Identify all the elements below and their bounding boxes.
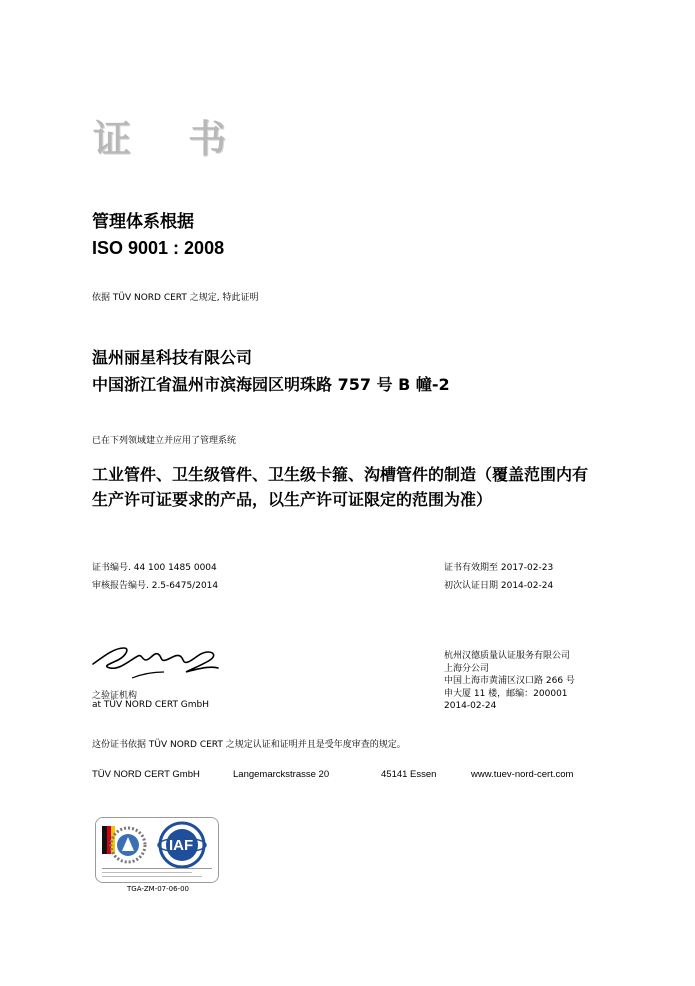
footer-website[interactable]: www.tuev-nord-cert.com [471, 769, 574, 780]
scope-text: 工业管件、卫生级管件、卫生级卡箍、沟槽管件的制造（覆盖范围内有生产许可证要求的产品，以生产许可证限定的范围为准） [92, 465, 589, 509]
footer-company: TÜV NORD CERT GmbH [92, 769, 200, 780]
accreditation-code: TGA-ZM-07-06-00 [127, 885, 189, 893]
first-certified: 初次认证日期 2014-02-24 [444, 581, 554, 591]
office-line-1: 杭州汉德质量认证服务有限公司 [444, 651, 571, 661]
accreditation-badge [95, 817, 219, 883]
basis-label: 管理体系根据 [92, 212, 194, 232]
verifier-label: 之验证机构 [92, 691, 138, 701]
scope-intro: 已在下列领域建立并应用了管理系统 [92, 436, 237, 446]
issuing-office [444, 650, 575, 713]
company-address: 中国浙江省温州市滨海园区明珠路 757 号 B 幢-2 [92, 375, 450, 394]
standard-name: ISO 9001 : 2008 [92, 238, 225, 258]
verifier-organization: at TÜV NORD CERT GmbH [92, 700, 210, 710]
footer-street: Langemarckstrasse 20 [233, 769, 330, 780]
footer-city: 45141 Essen [381, 769, 437, 780]
company-name: 温州丽星科技有限公司 [92, 348, 253, 367]
accreditation-logos-icon [96, 818, 218, 882]
office-line-2: 上海分公司 [444, 663, 490, 674]
office-line-3: 中国上海市黄浦区汉口路 266 号 [444, 676, 575, 686]
audit-report-number: 审核报告编号. 2.5-6475/2014 [92, 581, 219, 591]
certificate-note: 这份证书依据 TÜV NORD CERT 之规定认证和证明并且是受年度审查的规定。 [92, 740, 406, 750]
certificate-number: 证书编号. 44 100 1485 0004 [92, 563, 217, 573]
office-date: 2014-02-24 [444, 701, 497, 711]
office-line-4: 申大厦 11 楼，邮编：200001 [444, 688, 568, 699]
signature [90, 638, 220, 680]
valid-until: 证书有效期至 2017-02-23 [444, 563, 554, 573]
intro-text: 依据 TÜV NORD CERT 之规定, 特此证明 [92, 293, 259, 303]
iaf-text: IAF [169, 837, 194, 854]
certificate-title: 证 书 [93, 116, 249, 161]
